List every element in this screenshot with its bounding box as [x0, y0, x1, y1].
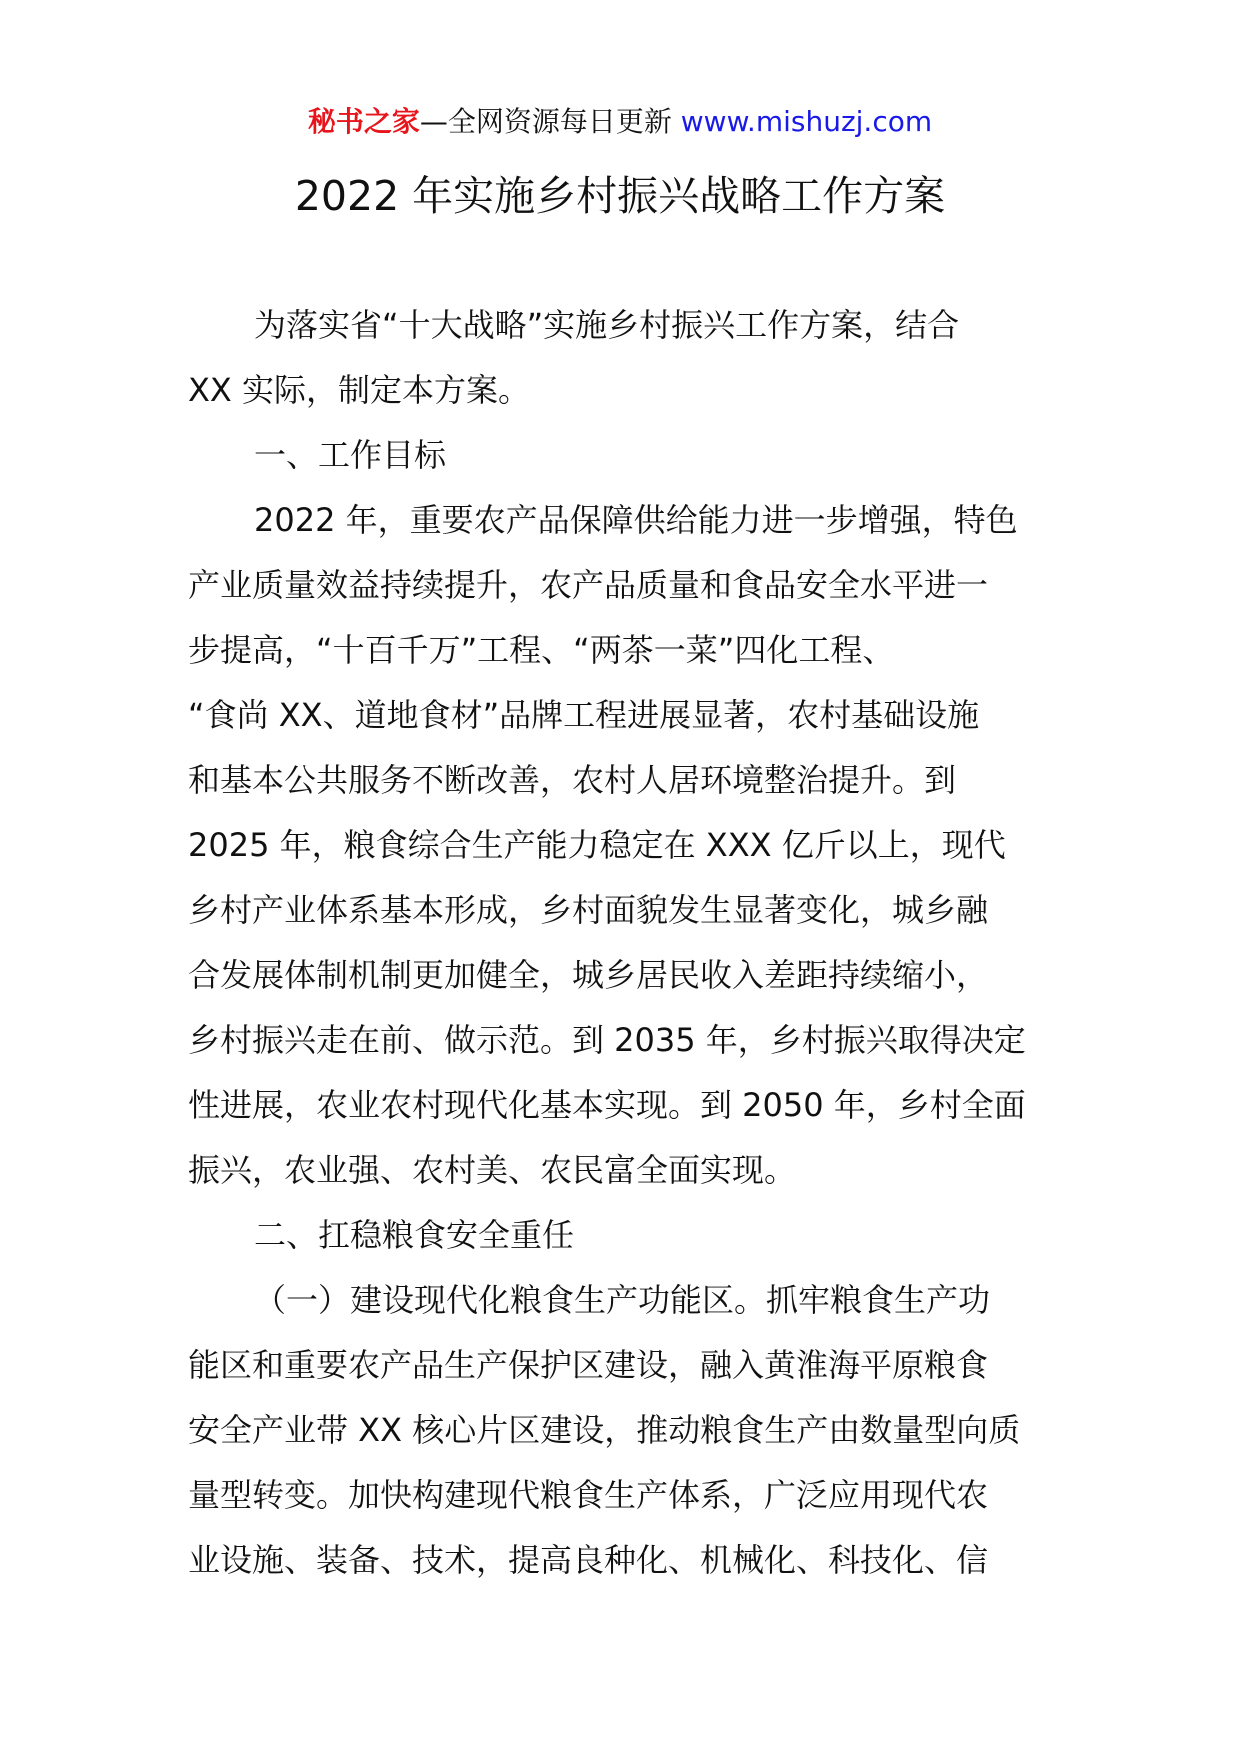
site-url-link[interactable]: www.mishuzj.com [680, 105, 933, 138]
paragraph-line: “食尚 XX、道地食材”品牌工程进展显著，农村基础设施 [188, 696, 980, 734]
paragraph-line: 业设施、装备、技术，提高良种化、机械化、科技化、信 [188, 1541, 989, 1579]
paragraph-line: 振兴，农业强、农村美、农民富全面实现。 [188, 1151, 797, 1189]
paragraph-line: （一）建设现代化粮食生产功能区。抓牢粮食生产功 [254, 1281, 991, 1319]
document-title: 2022 年实施乡村振兴战略工作方案 [294, 172, 946, 220]
paragraph-line: 步提高，“十百千万”工程、“两茶一菜”四化工程、 [188, 631, 895, 669]
paragraph-line: 性进展，农业农村现代化基本实现。到 2050 年，乡村全面 [188, 1086, 1026, 1124]
paragraph-line: XX 实际，制定本方案。 [188, 371, 531, 409]
section-heading: 二、扛稳粮食安全重任 [254, 1216, 575, 1254]
paragraph-line: 乡村产业体系基本形成，乡村面貌发生显著变化，城乡融 [188, 891, 989, 929]
paragraph-line: 安全产业带 XX 核心片区建设，推动粮食生产由数量型向质 [188, 1411, 1021, 1449]
paragraph-line: 产业质量效益持续提升，农产品质量和食品安全水平进一 [188, 566, 989, 604]
site-brand: 秘书之家 [307, 105, 420, 138]
document-body [188, 293, 1054, 1593]
paragraph-line: 量型转变。加快构建现代粮食生产体系，广泛应用现代农 [188, 1476, 989, 1514]
paragraph-line: 2022 年，重要农产品保障供给能力进一步增强，特色 [254, 501, 1018, 539]
paragraph-line: 为落实省“十大战略”实施乡村振兴工作方案，结合 [254, 306, 960, 344]
paragraph-line: 能区和重要农产品生产保护区建设，融入黄淮海平原粮食 [188, 1346, 989, 1384]
paragraph-line: 2025 年，粮食综合生产能力稳定在 XXX 亿斤以上，现代 [188, 826, 1006, 864]
paragraph-line: 乡村振兴走在前、做示范。到 2035 年，乡村振兴取得决定 [188, 1021, 1026, 1059]
paragraph-line: 和基本公共服务不断改善，农村人居环境整治提升。到 [188, 761, 957, 799]
site-header [0, 102, 1240, 142]
site-tagline: —全网资源每日更新 [419, 105, 681, 138]
section-heading: 一、工作目标 [254, 436, 447, 474]
paragraph-line: 合发展体制机制更加健全，城乡居民收入差距持续缩小， [188, 956, 989, 994]
